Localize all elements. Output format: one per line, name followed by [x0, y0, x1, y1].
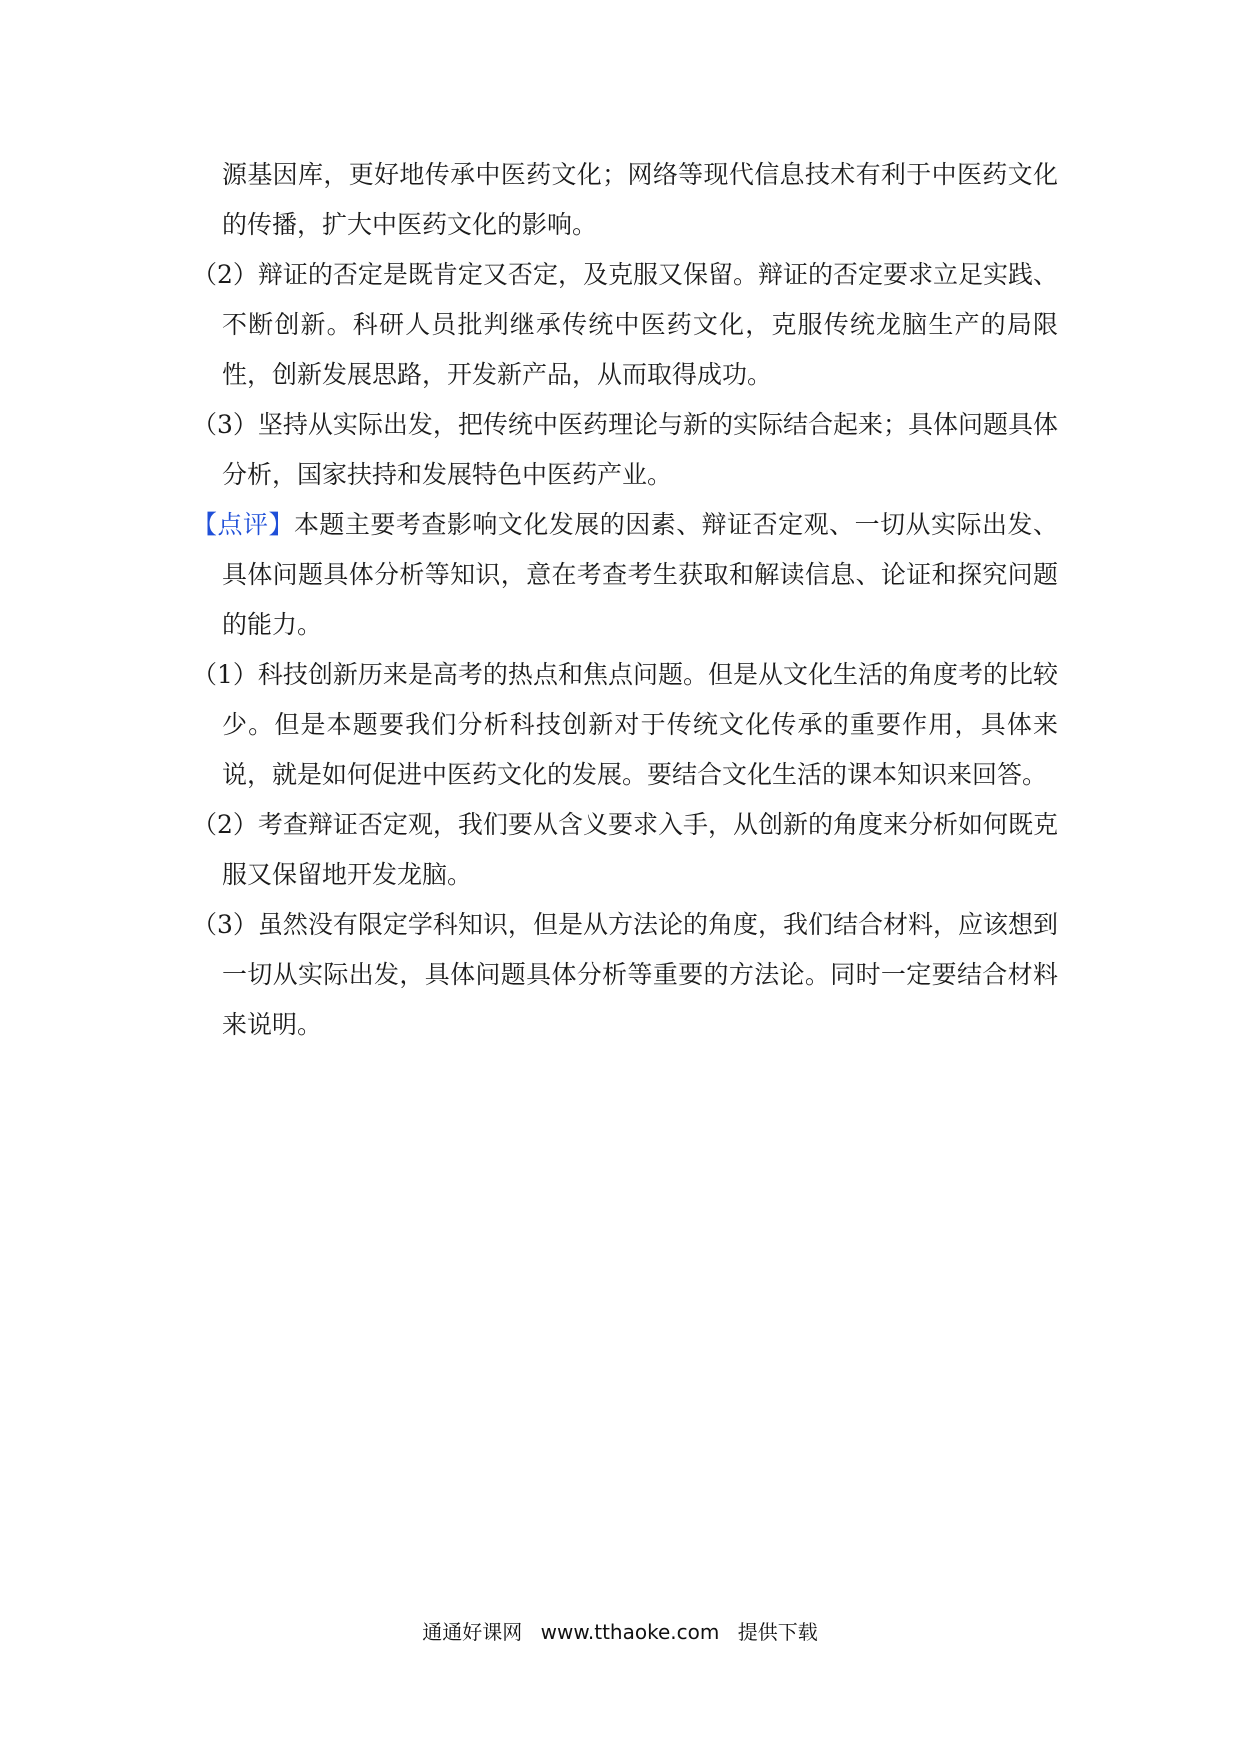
- page-footer: [0, 1616, 1240, 1645]
- document-body: [192, 150, 1058, 1050]
- comment-text: 本题主要考查影响文化发展的因素、辩证否定观、一切从实际出发、具体问题具体分析等知识，意在考查考生获取和解读信息、论证和探究问题的能力。: [222, 510, 1058, 639]
- analysis-paragraph-2: （2）考查辩证否定观，我们要从含义要求入手，从创新的角度来分析如何既克服又保留地开发龙脑。: [192, 810, 1058, 889]
- answer-paragraph-3: （3）坚持从实际出发，把传统中医药理论与新的实际结合起来；具体问题具体分析，国家扶持和发展特色中医药产业。: [192, 410, 1058, 489]
- answer-paragraph-1-continued: 源基因库，更好地传承中医药文化；网络等现代信息技术有利于中医药文化的传播，扩大中医药文化的影响。: [222, 160, 1058, 239]
- comment-tag: 【点评】: [192, 510, 294, 539]
- footer-url[interactable]: www.tthaoke.com: [540, 1620, 720, 1644]
- comment-paragraph: [192, 500, 1058, 650]
- footer-suffix: 提供下载: [737, 1620, 818, 1644]
- footer-site-name: 通通好课网: [422, 1620, 523, 1644]
- answer-paragraph-2: （2）辩证的否定是既肯定又否定，及克服又保留。辩证的否定要求立足实践、不断创新。科研人员批判继承传统中医药文化，克服传统龙脑生产的局限性，创新发展思路，开发新产品，从而取得成功。: [192, 260, 1058, 389]
- analysis-paragraph-1: （1）科技创新历来是高考的热点和焦点问题。但是从文化生活的角度考的比较少。但是本题要我们分析科技创新对于传统文化传承的重要作用，具体来说，就是如何促进中医药文化的发展。要结合文化生活的课本知识来回答。: [192, 660, 1058, 789]
- analysis-paragraph-3: （3）虽然没有限定学科知识，但是从方法论的角度，我们结合材料，应该想到一切从实际出发，具体问题具体分析等重要的方法论。同时一定要结合材料来说明。: [192, 910, 1058, 1039]
